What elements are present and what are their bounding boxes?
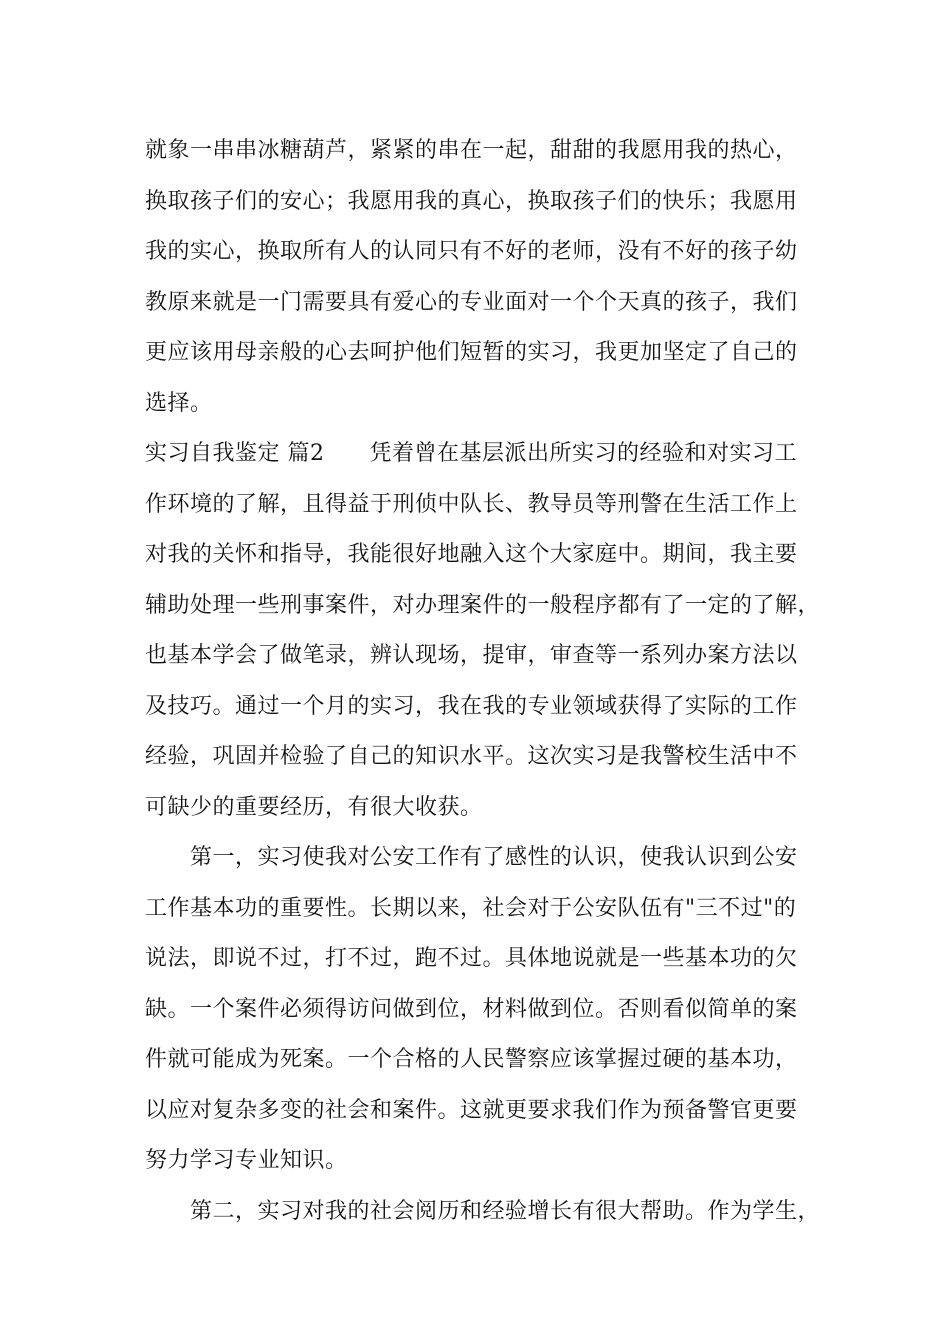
text-line: 就象一串串冰糖葫芦，紧紧的串在一起，甜甜的我愿用我的热心， — [145, 138, 798, 163]
text-line: 换取孩子们的安心；我愿用我的真心，换取孩子们的快乐；我愿用 — [145, 188, 798, 214]
text-line: 选择。 — [145, 390, 213, 416]
text-line: 我的实心，换取所有人的认同只有不好的老师，没有不好的孩子幼 — [145, 239, 798, 264]
text-line: 及技巧。通过一个月的实习，我在我的专业领域获得了实际的工作 — [145, 693, 798, 719]
document-body — [145, 126, 835, 1237]
text-line: 以应对复杂多变的社会和案件。这就更要求我们作为预备警官更要 — [145, 1097, 798, 1123]
text-line: 也基本学会了做笔录，辨认现场，提审，审查等一系列办案方法以 — [145, 643, 798, 668]
text-line: 件就可能成为死案。一个合格的人民警察应该掌握过硬的基本功， — [145, 1047, 798, 1072]
text-line: 对我的关怀和指导，我能很好地融入这个大家庭中。期间，我主要 — [145, 542, 798, 567]
text-line: 第二，实习对我的社会阅历和经验增长有很大帮助。作为学生， — [145, 1198, 821, 1224]
text-line: 工作基本功的重要性。长期以来，社会对于公安队伍有"三不过"的 — [145, 895, 797, 921]
text-line: 可缺少的重要经历，有很大收获。 — [145, 794, 483, 820]
text-line: 辅助处理一些刑事案件，对办理案件的一般程序都有了一定的了解， — [145, 592, 821, 618]
text-line: 教原来就是一门需要具有爱心的专业面对一个个天真的孩子，我们 — [145, 289, 798, 315]
text-line: 缺。一个案件必须得访问做到位，材料做到位。否则看似简单的案 — [145, 996, 798, 1022]
text-line: 更应该用母亲般的心去呵护他们短暂的实习，我更加坚定了自己的 — [145, 340, 798, 365]
text-line: 第一，实习使我对公安工作有了感性的认识，使我认识到公安 — [145, 845, 798, 870]
text-line: 作环境的了解，且得益于刑侦中队长、教导员等刑警在生活工作上 — [145, 491, 798, 517]
text-line: 经验，巩固并检验了自己的知识水平。这次实习是我警校生活中不 — [145, 744, 798, 769]
text-line: 努力学习专业知识。 — [145, 1148, 348, 1173]
section-heading-line: 实习自我鉴定 篇2 凭着曾在基层派出所实习的经验和对实习工 — [145, 441, 797, 466]
text-line: 说法，即说不过，打不过，跑不过。具体地说就是一些基本功的欠 — [145, 946, 798, 971]
